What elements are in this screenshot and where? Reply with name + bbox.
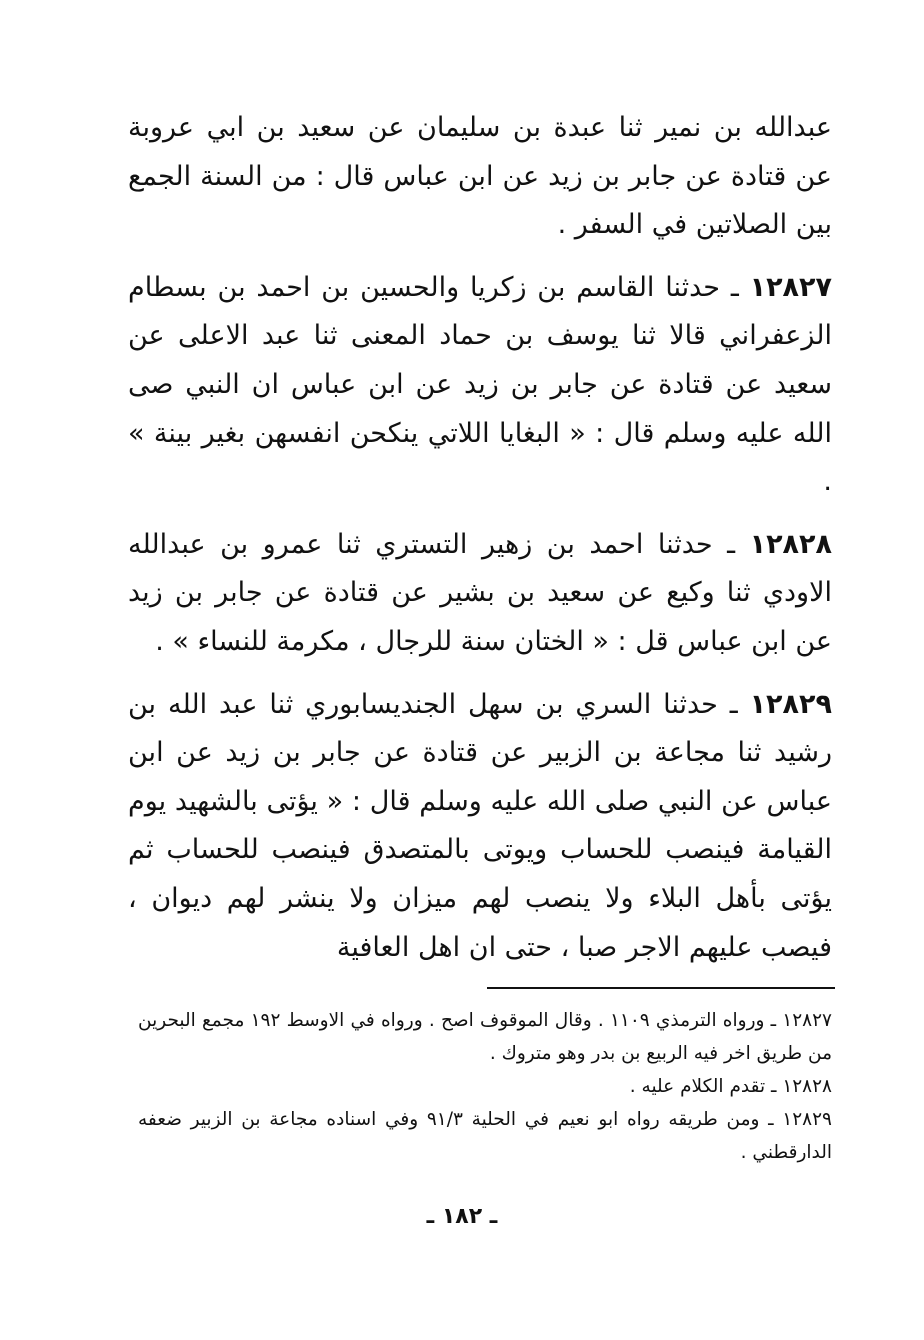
hadith-12827 (128, 264, 832, 507)
paragraph-text: عبدالله بن نمير ثنا عبدة بن سليمان عن سعيد بن ابي عروبة عن قتادة عن جابر بن زيد عن ابن عباس قال : من السنة الجمع بين الصلاتين في السفر . (128, 112, 832, 241)
footnote-12829: ١٢٨٢٩ ـ ومن طريقه رواه ابو نعيم في الحلية ٩١/٣ وفي اسناده مجاعة بن الزبير ضعفه الدارقطني . (138, 1109, 832, 1163)
footnotes (138, 1004, 832, 1169)
hadith-12828 (128, 521, 832, 667)
footnote-12828: ١٢٨٢٨ ـ تقدم الكلام عليه . (629, 1076, 832, 1097)
page-number: ـ ١٨٢ ـ (426, 1204, 498, 1229)
footnote-divider (487, 987, 835, 989)
hadith-number: ١٢٨٢٩ (749, 688, 832, 720)
hadith-text: ـ حدثنا احمد بن زهير التستري ثنا عمرو بن عبدالله الاودي ثنا وكيع عن سعيد بن بشير عن قتادة عن جابر بن زيد عن ابن عباس قل : « الختان سنة للرجال ، مكرمة للنساء » . (128, 528, 832, 657)
hadith-number: ١٢٨٢٧ (749, 271, 832, 303)
paragraph-continuation (128, 104, 832, 250)
hadith-12829 (128, 681, 832, 973)
hadith-text: ـ حدثنا القاسم بن زكريا والحسين بن احمد بن بسطام الزعفراني قالا ثنا يوسف بن حماد المعنى ثنا عبد الاعلى عن سعيد عن قتادة عن جابر بن زيد عن ابن عباس ان النبي صى الله عليه وسلم قال : « البغايا اللاتي ينكحن انفسهن بغير بينة » . (128, 271, 832, 498)
footnote-12827: ١٢٨٢٧ ـ ورواه الترمذي ١١٠٩ . وقال الموقوف اصح . ورواه في الاوسط ١٩٢ مجمع البحرين من طريق اخر فيه الربيع بن بدر وهو متروك . (138, 1010, 832, 1064)
hadith-number: ١٢٨٢٨ (749, 528, 832, 560)
hadith-text: ـ حدثنا السري بن سهل الجنديسابوري ثنا عبد الله بن رشيد ثنا مجاعة بن الزبير عن قتادة عن جابر بن زيد عن ابن عباس عن النبي صلى الله عليه وسلم قال : « يؤتى بالشهيد يوم القيامة فينصب للحساب ويوتى بالمتصدق فينصب للحساب ثم يؤتى بأهل البلاء ولا ينصب لهم ميزان ولا ينشر لهم ديوان ، فيصب عليهم الاجر صبا ، حتى ان اهل العافية (128, 688, 832, 963)
main-text (128, 104, 832, 986)
